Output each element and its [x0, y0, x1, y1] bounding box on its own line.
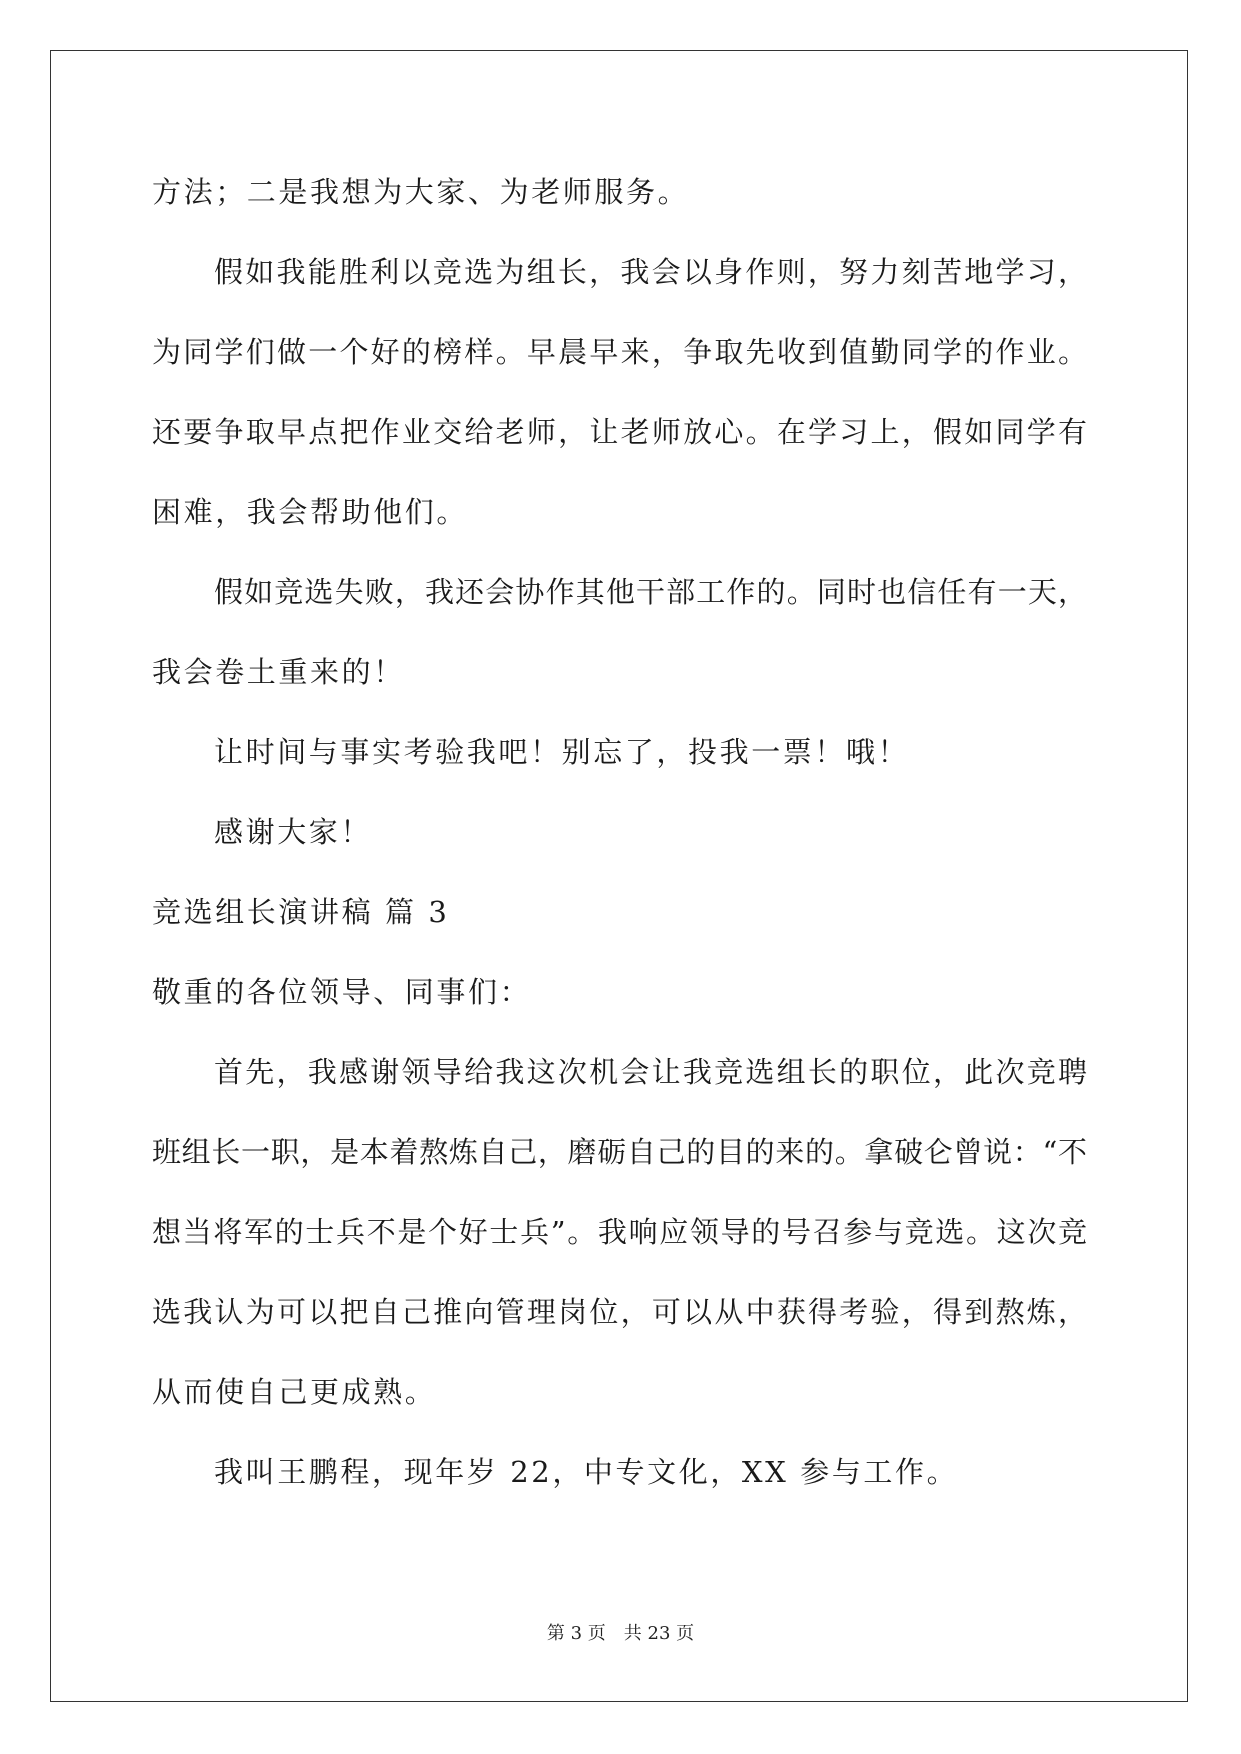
text-line: 方法；二是我想为大家、为老师服务。 — [152, 175, 690, 209]
text-line: 我叫王鹏程，现年岁 22，中专文化，XX 参与工作。 — [214, 1455, 959, 1489]
text-line: 让时间与事实考验我吧！别忘了，投我一票！哦！ — [214, 735, 910, 769]
text-line: 选我认为可以把自己推向管理岗位，可以从中获得考验，得到熬炼， — [152, 1295, 1087, 1329]
section-title: 竞选组长演讲稿 篇 3 — [152, 895, 450, 929]
text-line: 班组长一职，是本着熬炼自己，磨砺自己的目的来的。拿破仑曾说：“不 — [152, 1135, 1087, 1169]
text-line: 首先，我感谢领导给我这次机会让我竞选组长的职位，此次竞聘 — [214, 1055, 1087, 1089]
text-line: 从而使自己更成熟。 — [152, 1375, 437, 1409]
salutation: 敬重的各位领导、同事们： — [152, 975, 532, 1009]
text-line: 感谢大家！ — [214, 815, 373, 849]
text-line: 我会卷土重来的！ — [152, 655, 405, 689]
text-line: 还要争取早点把作业交给老师，让老师放心。在学习上，假如同学有 — [152, 415, 1087, 449]
page-number-footer: 第 3 页 共 23 页 — [546, 1623, 695, 1644]
text-line: 假如竞选失败，我还会协作其他干部工作的。同时也信任有一天， — [214, 575, 1087, 609]
text-line: 困难，我会帮助他们。 — [152, 495, 469, 529]
text-line: 假如我能胜利以竞选为组长，我会以身作则，努力刻苦地学习， — [214, 255, 1087, 289]
text-line: 想当将军的士兵不是个好士兵”。我响应领导的号召参与竞选。这次竞 — [152, 1215, 1087, 1249]
text-line: 为同学们做一个好的榜样。早晨早来，争取先收到值勤同学的作业。 — [152, 335, 1087, 369]
